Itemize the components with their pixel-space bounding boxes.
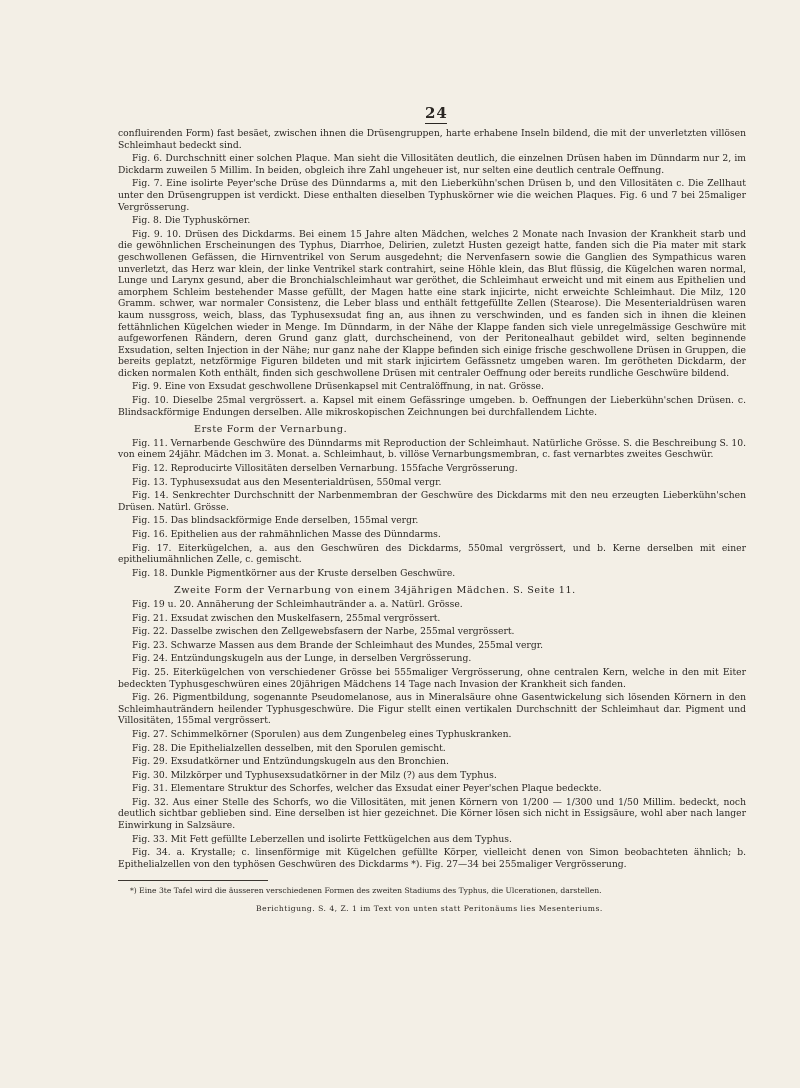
figure-caption: Fig. 29. Exsudatkörner und Entzündungskugeln aus den Bronchien. — [132, 756, 449, 768]
figure-caption: Fig. 21. Exsudat zwischen den Muskelfasern, 255mal vergrössert. — [132, 612, 441, 624]
correction-note: Berichtigung. S. 4, Z. 1 im Text von unten statt Peritonäums lies Mesenteriums. — [256, 904, 603, 914]
figure-caption: Fig. 16. Epithelien aus der rahmähnlichen Masse des Dünndarms. — [132, 529, 441, 540]
figure-caption: Fig. 14. Senkrechter Durchschnitt der Narbenmembran der Geschwüre des Dickdarms mit den neu erzeugten Lieberkühn'schen Drüsen. Natürl. Grösse. — [118, 490, 746, 513]
paragraph: Fig. 9. 10. Drüsen des Dickdarms. Bei einem 15 Jahre alten Mädchen, welches 2 Monate nach Invasion der Krankheit starb und die gewöhnlichen Erscheinungen des Typhus, Diarrhoe, Delirien, zuletzt Husten gezeigt hatte, fanden sich die Pia mater mit stark geschwollenen Gefässen, die Hirnventrikel von Serum ausgedehnt; die Nervenfasern sowie die Ganglien des Sympathicus waren unverletzt, das Herz war klein, der linke Ventrikel stark contrahirt, seine Höhle klein, das Blut flüssig, die Kügelchen waren normal, Lunge und Larynx gesund, aber die Bronchialschleimhaut war geröthet, die Schleimhaut erweicht und mit einem aus Epithelien und amorphem Schleim bestehender Masse gefüllt, der Magen hatte eine stark injicirte, nicht erweichte Schleimhaut. Die Milz, 120 Gramm. schwer, war normaler Consistenz, die Leber blass und enthält fettgefüllte Zellen (Stearose). Die Mesenterialdrüsen waren kaum nussgross, weich, blass, das Typhusexsudat fing an, aus ihnen zu verschwinden, und es fanden sich in ihnen die kleinen fettähnlichen Kügelchen wieder in Menge. Im Dünndarm, in der Nähe der Klappe fanden sich viele unregelmässige Geschwüre mit aufgeworfenen Rändern, deren Grund ganz glatt, durchscheinend, von der Peritonealhaut gebildet wird, selten beginnende Exsudation, selten Injection in der Nähe; nur ganz nahe der Klappe befinden sich einige frische geschwollene Drüsen in Gruppen, die bereits geplatzt, netzförmige Figuren bildeten und mit stark injicirtem Gefässnetz umgeben waren. Im gerötheten Dickdarm, der dicken normalen Koth enthält, finden sich geschwollene Drüsen mit centraler Oeffnung oder bereits rundliche Geschwüre bildend. — [118, 228, 746, 379]
footnote-divider — [118, 880, 268, 881]
figure-caption: Fig. 28. Die Epithelialzellen desselben, mit den Sporulen gemischt. — [132, 742, 446, 754]
figure-caption: Fig. 22. Dasselbe zwischen den Zellgewebsfasern der Narbe, 255mal vergrössert. — [132, 626, 515, 638]
figure-caption: Fig. 17. Eiterkügelchen, a. aus den Geschwüren des Dickdarms, 550mal vergrössert, und b. Kerne derselben mit einer epitheliumähnlichen Zelle, c. gemischt. — [118, 542, 746, 566]
figure-caption: Fig. 32. Aus einer Stelle des Schorfs, wo die Villositäten, mit jenen Körnern von 1/200 — 1/300 und 1/50 Millim. bedeckt, noch deutlich sichtbar geblieben sind. Eine derselben ist hier gezeichnet. Die Körner lösen sich nicht in Essigsäure, wohl aber nach langer Einwirkung in Salzsäure. — [118, 796, 746, 832]
paragraph: Fig. 8. Die Typhuskörner. — [132, 215, 251, 227]
figure-caption: Fig. 19 u. 20. Annäherung der Schleimhautränder a. a. Natürl. Grösse. — [132, 598, 463, 610]
paragraph: Fig. 9. Eine von Exsudat geschwollene Drüsenkapsel mit Centralöffnung, in nat. Grösse. — [132, 381, 544, 393]
figure-caption: Fig. 15. Das blindsackförmige Ende derselben, 155mal vergr. — [132, 515, 419, 527]
paragraph: Fig. 6. Durchschnitt einer solchen Plaque. Man sieht die Villositäten deutlich, die einzelnen Drüsen haben im Dünndarm nur 2, im Dickdarm zuweilen 5 Millim. In beiden, obgleich ihre Zahl ungeheuer ist, nur selten eine deutlich centrale Oeffnung. — [118, 153, 746, 176]
paragraph: Fig. 10. Dieselbe 25mal vergrössert. a. Kapsel mit einem Gefässringe umgeben. b. Oeffnungen der Lieberkühn'schen Drüsen. c. Blindsackförmige Endungen derselben. Alle mikroskopischen Zeichnungen bei durchfallendem Lichte. — [118, 395, 746, 418]
figure-caption: Fig. 13. Typhusexsudat aus den Mesenterialdrüsen, 550mal vergr. — [132, 476, 442, 488]
section-heading: Erste Form der Vernarbung. — [194, 424, 348, 436]
figure-caption: Fig. 23. Schwarze Massen aus dem Brande der Schleimhaut des Mundes, 255mal vergr. — [132, 639, 543, 651]
section-heading: Zweite Form der Vernarbung von einem 34jährigen Mädchen. S. Seite 11. — [174, 585, 576, 597]
page-number: 24 — [425, 104, 448, 122]
figure-caption: Fig. 11. Vernarbende Geschwüre des Dünndarms mit Reproduction der Schleimhaut. Natürliche Grösse. S. die Beschreibung S. 10. von einem 24jähr. Mädchen im 3. Monat. a. Schleimhaut, b. villöse Vernarbungsmembran, c. fast vernarbtes zweites Geschwür. — [118, 437, 746, 461]
figure-caption: Fig. 26. Pigmentbildung, sogenannte Pseudomelanose, aus in Mineralsäure ohne Gasentwickelung sich lösenden Körnern in den Schleimhauträndern heilender Typhusgeschwüre. Die Figur stellt einen vertikalen Durchschnitt der Schleimhaut dar. Pigment und Villositäten, 155mal vergrössert. — [118, 692, 746, 727]
document-body — [118, 128, 746, 922]
paragraph: Fig. 7. Eine isolirte Peyer'sche Drüse des Dünndarms a, mit den Lieberkühn'schen Drüsen b, und den Villositäten c. Die Zellhaut unter den Drüsengruppen ist verdickt. Diese enthalten dieselben Typhuskörner wie die weichen Plaques. Fig. 6 und 7 bei 25maliger Vergrösserung. — [118, 178, 746, 213]
footnote: *) Eine 3te Tafel wird die äusseren verschiedenen Formen des zweiten Stadiums des Typhus, die Ulcerationen, darstellen. — [130, 886, 602, 896]
figure-caption: Fig. 33. Mit Fett gefüllte Leberzellen und isolirte Fettkügelchen aus dem Typhus. — [132, 833, 512, 845]
figure-caption: Fig. 25. Eiterkügelchen von verschiedener Grösse bei 555maliger Vergrösserung, ohne centralen Kern, welche in den mit Eiter bedeckten Typhusgeschwüren eines 20jährigen Mädchens 14 Tage nach Invasion der Krankheit sich fanden. — [118, 666, 746, 690]
figure-caption: Fig. 27. Schimmelkörner (Sporulen) aus dem Zungenbeleg eines Typhuskranken. — [132, 728, 512, 740]
figure-caption: Fig. 12. Reproducirte Villositäten derselben Vernarbung. 155fache Vergrösserung. — [132, 463, 518, 475]
figure-caption: Fig. 31. Elementare Struktur des Schorfes, welcher das Exsudat einer Peyer'schen Plaque bedeckte. — [132, 783, 602, 795]
paragraph: confluirenden Form) fast besäet, zwischen ihnen die Drüsengruppen, harte erhabene Inseln bildend, die mit der unverletzten villösen Schleimhaut bedeckt sind. — [118, 128, 746, 151]
figure-caption: Fig. 30. Milzkörper und Typhusexsudatkörner in der Milz (?) aus dem Typhus. — [132, 769, 497, 781]
figure-caption: Fig. 24. Entzündungskugeln aus der Lunge, in derselben Vergrösserung. — [132, 653, 472, 665]
figure-caption: Fig. 34. a. Krystalle; c. linsenförmige mit Kügelchen gefüllte Körper, vielleicht denen von Simon beobachteten ähnlich; b. Epithelialzellen von den typhösen Geschwüren des Dickdarms *). Fig. 27—34 bei 255maliger Vergrösserung. — [118, 847, 746, 870]
figure-caption: Fig. 18. Dunkle Pigmentkörner aus der Kruste derselben Geschwüre. — [132, 567, 456, 579]
